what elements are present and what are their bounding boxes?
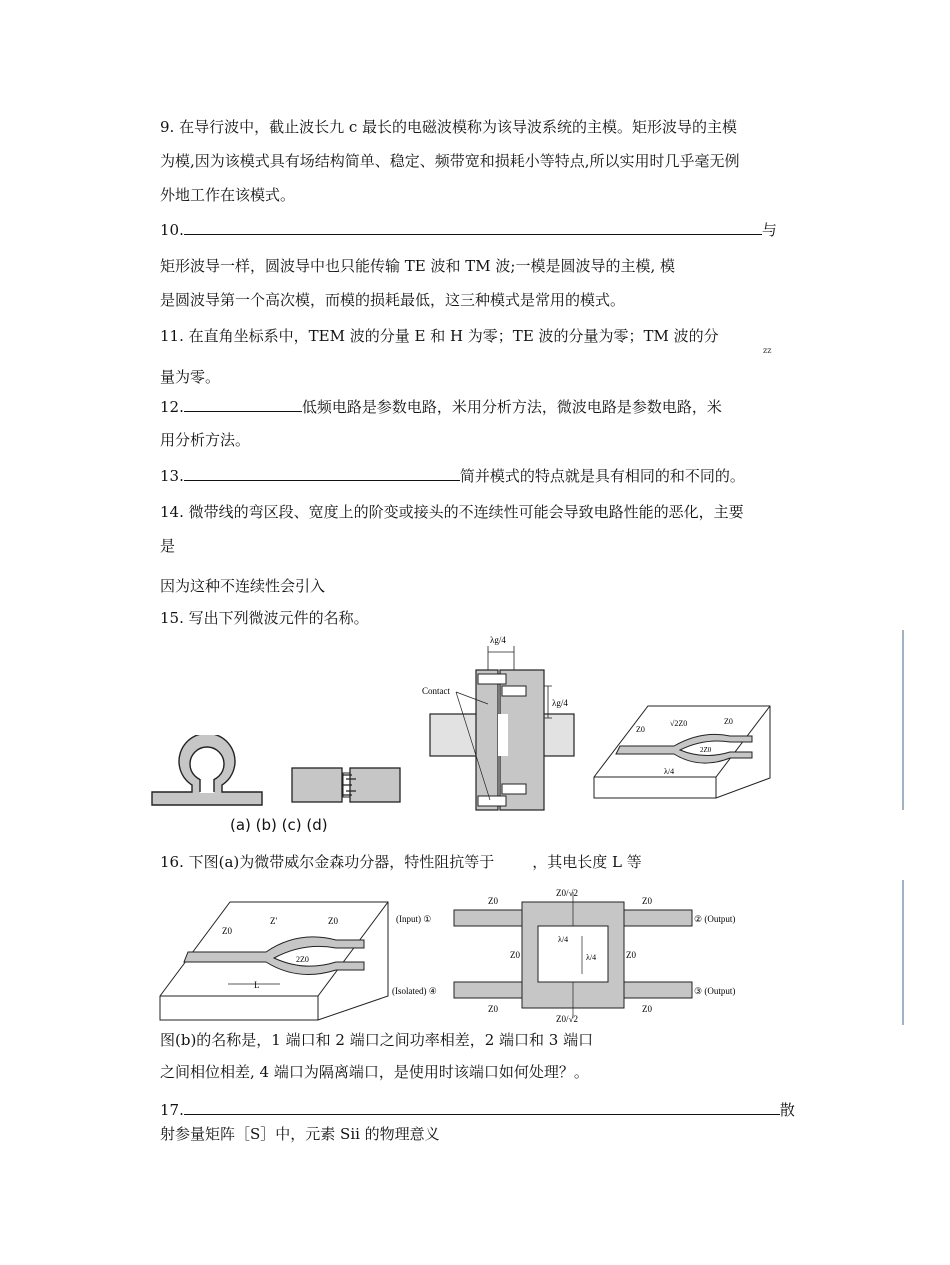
q10-line3: 是圆波导第一个高次模，而模的损耗最低，这三种模式是常用的模式。 [160,291,626,309]
q17-number: 17. [160,1101,184,1119]
fig-16b-output2-port: ② (Output) [694,914,736,924]
q14-line2: 是 [160,537,176,555]
fig-16a-z-prime: Z' [270,916,278,926]
figure-15a-omega [150,735,265,807]
q16-line1 [160,852,642,872]
figure-16b-branch-line-coupler [392,884,762,1024]
fig-d-z-quarter: √2Z0 [670,719,688,728]
fig-16b-output3-port: ③ (Output) [694,986,736,996]
fig-16b-z-bottom: Z0/√2 [556,1014,578,1024]
q15-line1: 15. 写出下列微波元件的名称。 [160,609,369,627]
q14-line1: 14. 微带线的弯区段、宽度上的阶变或接头的不连续性可能会导致电路性能的恶化，主要 [160,503,744,521]
q10-number: 10. [160,221,184,239]
q16-line1-text: 16. 下图(a)为微带威尔金森功分器，特性阻抗等于 [160,853,495,871]
q13-number: 13. [160,467,184,485]
fig-16a-z0-left: Z0 [222,926,232,936]
q9-line3: 外地工作在该模式。 [160,186,296,204]
q17-tail: 散 [779,1101,795,1119]
fig-16b-z0-tl: Z0 [488,896,498,906]
figure-16a-wilkinson [158,900,390,1022]
q10-line2: 矩形波导一样，圆波导中也只能传输 TE 波和 TM 波;一模是圆波导的主模, 模 [160,257,675,275]
q11-line2: 量为零。 [160,368,221,386]
q12-number: 12. [160,398,184,416]
fig-c-top-label: λg/4 [490,635,506,645]
margin-marker-lower [902,880,904,1025]
fig-16a-length: L [254,980,260,990]
q9-line2: 为模,因为该模式具有场结构简单、稳定、频带宽和损耗小等特点,所以实用时几乎毫无例 [160,152,740,170]
q12-text: 低频电路是参数电路，米用分析方法，微波电路是参数电路，米 [301,398,722,416]
fig-16b-quarter-h: λ/4 [558,935,569,944]
q13-line1 [160,466,745,486]
margin-marker-upper [902,630,904,810]
q12-blank[interactable] [184,397,302,412]
fig-16b-isolated-port: (Isolated) ④ [392,986,437,996]
figure-15d-wilkinson [592,702,772,802]
fig-16b-quarter-v: λ/4 [586,953,597,962]
q16-line1-tail: ，其电长度 L 等 [532,853,642,871]
fig-d-z0-right: Z0 [724,717,733,726]
fig-16a-z0-right: Z0 [328,916,338,926]
fig-16b-z0-right-arm: Z0 [626,950,636,960]
figure-15c-choke-flange [418,632,578,822]
fig-c-side-label: λg/4 [552,698,568,708]
fig-16b-z0-left-arm: Z0 [510,950,520,960]
q10-tail: 与 [761,221,777,239]
fig-16b-z0-tr: Z0 [642,896,652,906]
q10-line1 [160,220,777,240]
q11-line1: 11. 在直角坐标系中，TEM 波的分量 E 和 H 为零；TE 波的分量为零；TM 波的分 [160,327,719,345]
fig-d-resistor: 2Z0 [700,746,712,754]
q11-subscript: zz [763,346,772,355]
q15-caption: (a) (b) (c) (d) [230,816,328,834]
fig-d-length: λ/4 [664,767,675,776]
fig-16b-input-port: (Input) ① [396,914,432,924]
figure-15b-gap [290,765,402,805]
q10-blank[interactable] [184,220,762,235]
q17-line1 [160,1100,795,1120]
q12-line2: 用分析方法。 [160,431,251,449]
q13-blank[interactable] [184,466,460,481]
q16-line2: 图(b)的名称是，1 端口和 2 端口之间功率相差，2 端口和 3 端口 [160,1031,594,1049]
q17-blank[interactable] [184,1100,780,1115]
fig-d-z0-left: Z0 [636,725,645,734]
fig-16a-resistor: 2Z0 [296,955,309,964]
q14-line3: 因为这种不连续性会引入 [160,577,326,595]
q17-line2: 射参量矩阵［S］中，元素 Sii 的物理意义 [160,1125,440,1143]
fig-16b-z0-bl: Z0 [488,1004,498,1014]
q12-line1 [160,397,722,417]
q16-line3: 之间相位相差, 4 端口为隔离端口，是使用时该端口如何处理？。 [160,1063,589,1081]
fig-c-contact-label: Contact [422,686,450,696]
fig-16b-z0-br: Z0 [642,1004,652,1014]
q9-line1: 9. 在导行波中，截止波长九 c 最长的电磁波模称为该导波系统的主模。矩形波导的主模 [160,118,738,136]
fig-16b-z-top: Z0/√2 [556,888,578,898]
q13-text: 简并模式的特点就是具有相同的和不同的。 [459,467,745,485]
